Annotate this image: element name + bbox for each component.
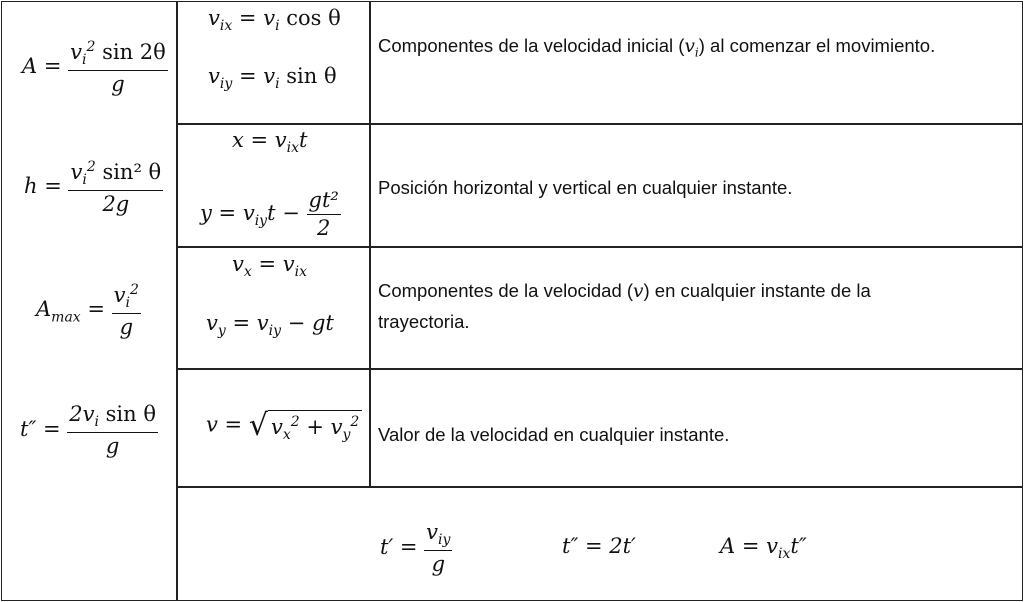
vix-equation: $v_{ix} = v_i$ cos θ (208, 6, 341, 35)
rise-time-formula: t′ = $\frac{v_{iy}}{g}$ (380, 520, 451, 577)
column-divider-2 (369, 1, 371, 487)
row1-description: Componentes de la velocidad inicial $(v_i)$ al comenzar el movimiento. (378, 35, 936, 60)
total-time-formula: t″ = 2t′ (562, 534, 636, 558)
row-divider-3 (176, 368, 1023, 370)
range-formula: A = $\frac{v_i^2 \sin 2\theta}{g}$ (22, 39, 166, 97)
viy-equation: $v_{iy} = v_i$ sin θ (208, 64, 337, 93)
column-divider-1 (176, 1, 178, 601)
sqrt-icon: √ (248, 408, 268, 444)
y-position-equation: $y = v_{iy}t$ − $\frac{\text{gt²}}{2}$ (200, 188, 339, 240)
max-height-formula: h = $\frac{v_i^2 \sin^2 \theta}{2g}$ (24, 159, 162, 217)
row4-description: Valor de la velocidad en cualquier instante. (378, 424, 730, 445)
row-divider-4 (176, 486, 1023, 488)
row-divider-2 (176, 246, 1023, 248)
speed-magnitude-equation: v = √ $v_x^2 + v_y^2$ (206, 410, 362, 442)
row3-description: Componentes de la velocidad (v) en cualquier instante de la trayectoria. (378, 280, 871, 332)
range-time-formula: $A = v_{ix}t''$ (720, 534, 807, 563)
vx-equation: $v_x = v_{ix}$ (232, 252, 307, 281)
vy-equation: $v_y = v_{iy}$ − gt (206, 311, 334, 340)
max-range-formula: $A_{max}$ = $\frac{v_i^2}{g}$ (36, 282, 139, 340)
x-position-equation: $x = v_{ix}t$ (232, 128, 308, 157)
row-divider-1 (176, 123, 1023, 125)
flight-time-formula: t″ = $\frac{2v_i \sin \theta}{g}$ (20, 402, 156, 459)
row2-description: Posición horizontal y vertical en cualquier instante. (378, 177, 793, 198)
